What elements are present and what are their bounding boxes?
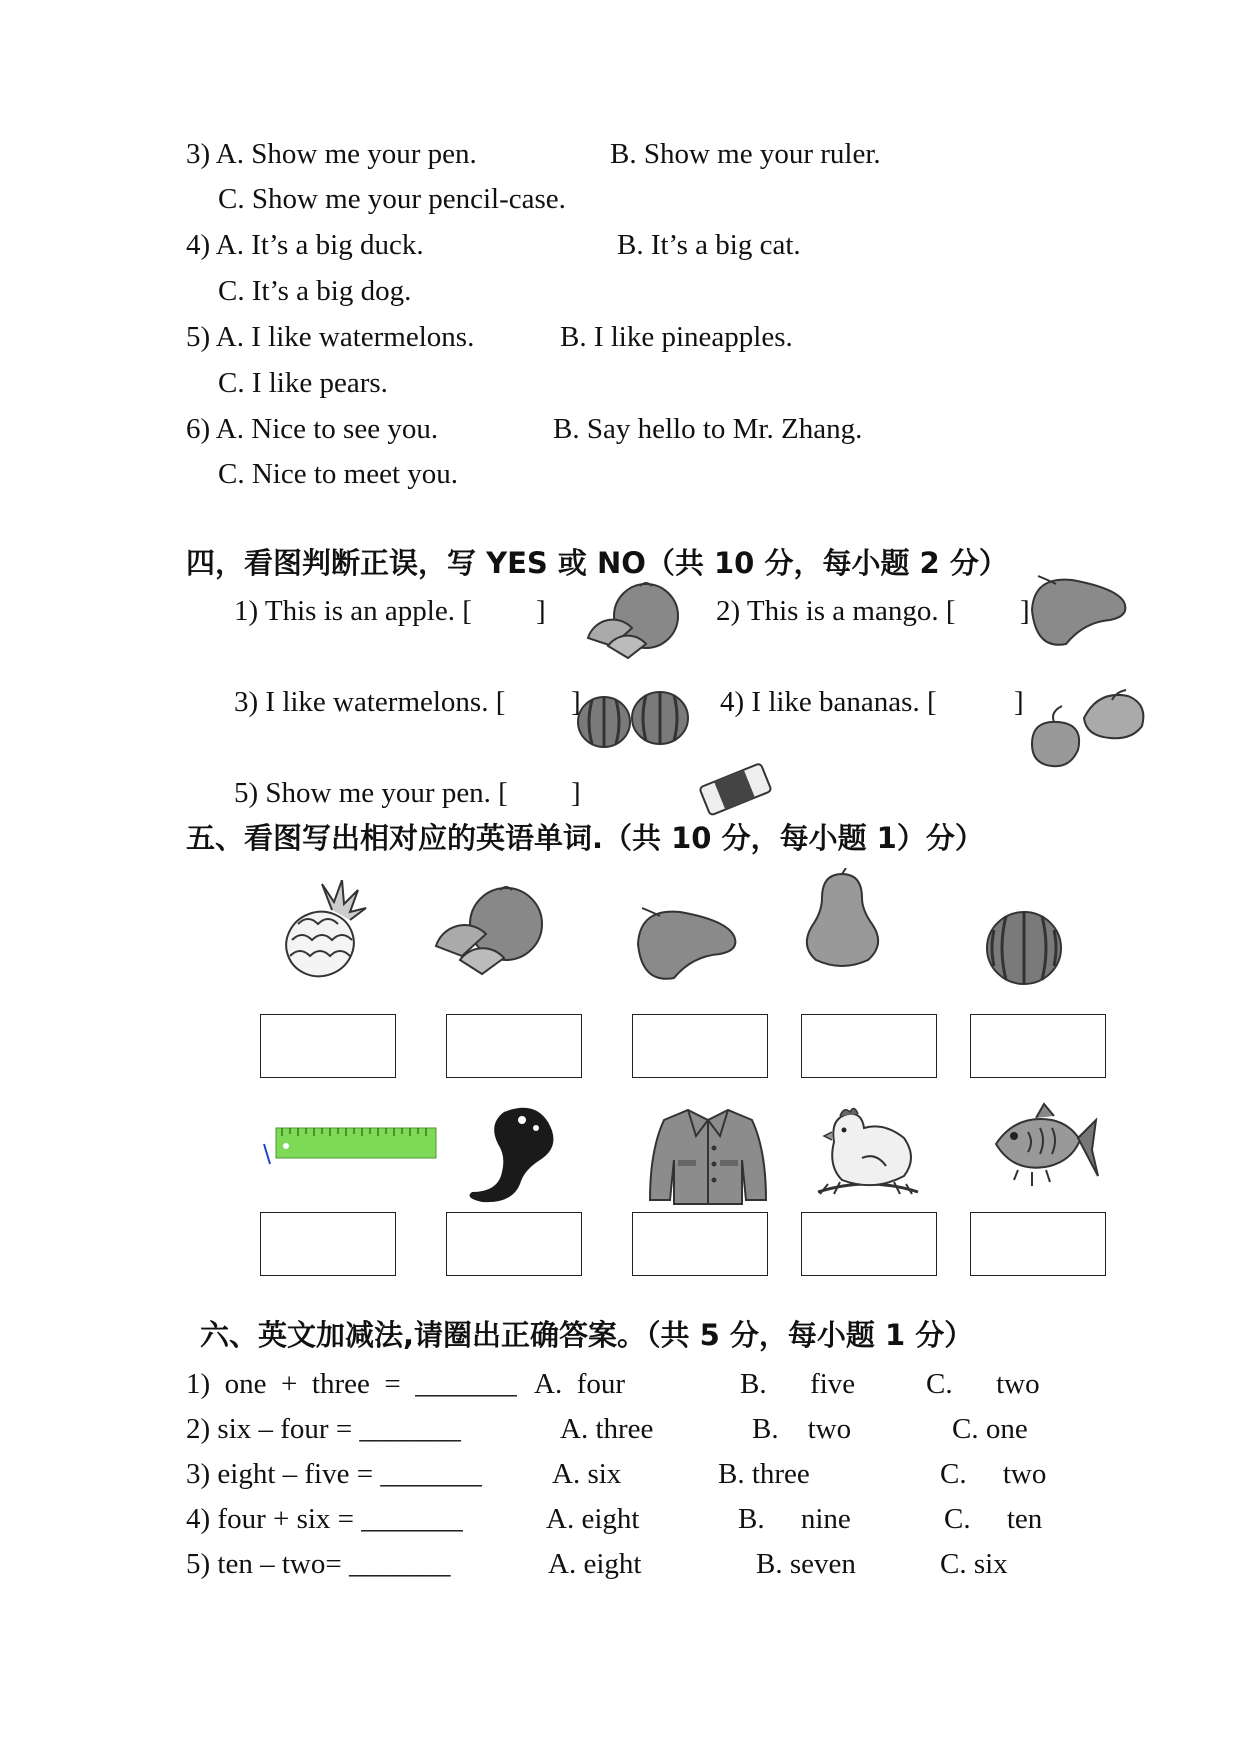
s4-item5-close: ] (571, 777, 581, 809)
s6-q5-option-a[interactable]: A. eight (548, 1548, 642, 1580)
orange-icon (432, 884, 550, 980)
q6-option-c: C. Nice to meet you. (218, 458, 459, 490)
section6-title: 六、英文加减法,请圈出正确答案。（共 5 分，每小题 1 分） (200, 1318, 974, 1352)
orange-icon (582, 580, 690, 662)
answer-box-6[interactable] (260, 1212, 396, 1276)
s6-q1: 1) one + three = _______ (186, 1368, 517, 1400)
s4-item3-close: ] (571, 686, 581, 718)
watermelon-icon (984, 908, 1064, 986)
q3-option-b: B. Show me your ruler. (610, 138, 881, 170)
s6-q5-option-c[interactable]: C. six (940, 1548, 1008, 1580)
q3-option-c: C. Show me your pencil-case. (218, 183, 566, 215)
q3-option-a: 3) A. Show me your pen. (186, 138, 477, 170)
q6-option-a: 6) A. Nice to see you. (186, 413, 439, 445)
s4-item2-close: ] (1020, 595, 1030, 627)
s6-q2-option-b[interactable]: B. two (752, 1413, 852, 1445)
s4-item1-close: ] (536, 595, 546, 627)
answer-box-1[interactable] (260, 1014, 396, 1078)
answer-box-8[interactable] (632, 1212, 768, 1276)
answer-box-7[interactable] (446, 1212, 582, 1276)
section4-title: 四，看图判断正误，写 YES 或 NO（共 10 分，每小题 2 分） (186, 546, 1008, 580)
s6-q2: 2) six – four = _______ (186, 1413, 461, 1445)
s6-q1-option-a[interactable]: A. four (534, 1368, 626, 1400)
answer-box-2[interactable] (446, 1014, 582, 1078)
s4-item4-close: ] (1014, 686, 1024, 718)
tadpole-icon (464, 1100, 562, 1204)
peaches-icon (1024, 688, 1150, 772)
answer-box-4[interactable] (801, 1014, 937, 1078)
watermelons-icon (576, 690, 690, 750)
s6-q4-option-c[interactable]: C. ten (944, 1503, 1043, 1535)
s6-q5: 5) ten – two= _______ (186, 1548, 451, 1580)
s4-item5-text: 5) Show me your pen. [ (234, 777, 508, 809)
s6-q3-option-c[interactable]: C. two (940, 1458, 1047, 1490)
answer-box-9[interactable] (801, 1212, 937, 1276)
q4-option-c: C. It’s a big dog. (218, 275, 412, 307)
s4-item4-text: 4) I like bananas. [ (720, 686, 937, 718)
s6-q1-option-b[interactable]: B. five (740, 1368, 856, 1400)
eraser-icon (696, 760, 776, 816)
s6-q4-option-a[interactable]: A. eight (546, 1503, 640, 1535)
mango-icon (1024, 570, 1130, 650)
q6-option-b: B. Say hello to Mr. Zhang. (553, 413, 863, 445)
s6-q5-option-b[interactable]: B. seven (756, 1548, 856, 1580)
q5-option-b: B. I like pineapples. (560, 321, 793, 353)
q4-option-b: B. It’s a big cat. (617, 229, 801, 261)
pineapple-icon (276, 880, 372, 980)
s6-q4: 4) four + six = _______ (186, 1503, 463, 1535)
jacket-icon (648, 1104, 770, 1208)
s6-q1-option-c[interactable]: C. two (926, 1368, 1040, 1400)
section5-title: 五、看图写出相对应的英语单词.（共 10 分，每小题 1）分） (186, 821, 984, 855)
ruler-icon (262, 1124, 440, 1168)
q5-option-a: 5) A. I like watermelons. (186, 321, 475, 353)
answer-box-3[interactable] (632, 1014, 768, 1078)
s4-item1-text: 1) This is an apple. [ (234, 595, 472, 627)
hen-icon (810, 1102, 924, 1202)
q4-option-a: 4) A. It’s a big duck. (186, 229, 424, 261)
pear-icon (800, 868, 886, 968)
answer-box-5[interactable] (970, 1014, 1106, 1078)
s6-q4-option-b[interactable]: B. nine (738, 1503, 851, 1535)
mango-icon (630, 900, 740, 984)
s6-q2-option-c[interactable]: C. one (952, 1413, 1028, 1445)
q5-option-c: C. I like pears. (218, 367, 388, 399)
fish-icon (988, 1098, 1100, 1198)
s6-q3-option-a[interactable]: A. six (552, 1458, 622, 1490)
s6-q3-option-b[interactable]: B. three (718, 1458, 810, 1490)
s4-item2-text: 2) This is a mango. [ (716, 595, 956, 627)
s4-item3-text: 3) I like watermelons. [ (234, 686, 506, 718)
answer-box-10[interactable] (970, 1212, 1106, 1276)
s6-q3: 3) eight – five = _______ (186, 1458, 482, 1490)
s6-q2-option-a[interactable]: A. three (560, 1413, 654, 1445)
